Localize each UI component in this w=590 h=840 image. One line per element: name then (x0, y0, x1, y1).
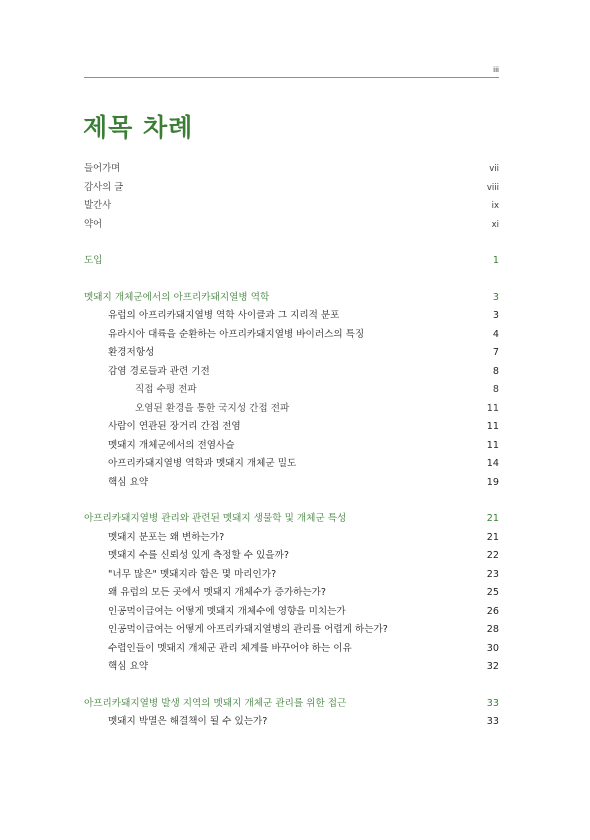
toc-page-number: 14 (486, 458, 499, 469)
toc-section[interactable] (84, 307, 499, 326)
toc-entry-text: 사람이 연관된 장거리 간접 전염 (108, 421, 241, 432)
toc-entry-text: "너무 많은" 멧돼지라 함은 몇 마리인가? (108, 568, 277, 580)
toc-entry-text: 감염 경로들과 관련 기전 (108, 365, 210, 377)
toc-section[interactable] (84, 603, 499, 622)
toc-page-number: 28 (486, 624, 499, 635)
toc-page-number: 11 (486, 421, 499, 432)
toc-entry-text: 직접 수평 전파 (135, 384, 197, 395)
toc-subsection[interactable] (84, 400, 499, 419)
toc-section[interactable] (84, 713, 499, 732)
toc-subsection[interactable] (84, 381, 499, 400)
section-gap (84, 234, 499, 252)
front-matter-item[interactable] (84, 197, 499, 216)
toc-page-number: xi (491, 219, 499, 230)
toc-page-number: 21 (486, 531, 499, 543)
toc-entry-text: 유럽의 아프리카돼지열병 역학 사이클과 그 지리적 분포 (108, 310, 340, 321)
toc-entry-text: 멧돼지 분포는 왜 변하는가? (108, 531, 225, 543)
section-gap (84, 677, 499, 695)
toc-section[interactable] (84, 326, 499, 345)
toc-entry-text: 멧돼지 수를 신뢰성 있게 측정할 수 있을까? (108, 550, 289, 561)
toc-section[interactable] (84, 529, 499, 548)
toc-page-number: 3 (492, 310, 499, 321)
toc-section[interactable] (84, 363, 499, 382)
toc-entry-text: 감사의 글 (84, 181, 124, 193)
toc-entry-text: 환경저항성 (108, 347, 155, 358)
toc-entry-text: 아프리카돼지열병 발생 지역의 멧돼지 개체군 관리를 위한 접근 (84, 697, 347, 709)
toc-section[interactable] (84, 621, 499, 640)
toc-page-number: 11 (486, 439, 499, 451)
toc-section[interactable] (84, 344, 499, 363)
toc-page-number: 23 (486, 568, 499, 580)
toc-page-number: 11 (486, 402, 499, 414)
front-matter-item[interactable] (84, 160, 499, 179)
toc-page-number: vii (489, 164, 499, 174)
toc-page-number: 1 (492, 255, 499, 266)
toc-section[interactable] (84, 547, 499, 566)
toc-page-number: 30 (486, 642, 499, 654)
toc-page-number: viii (486, 182, 499, 193)
toc-page-number: 8 (492, 365, 499, 377)
toc-entry-text: 멧돼지 개체군에서의 전염사슬 (108, 439, 235, 451)
toc-page-number: 26 (486, 605, 499, 617)
toc-page-number: 32 (486, 661, 499, 672)
toc-entry-text: 발간사 (84, 200, 112, 211)
toc-entry-text: 아프리카돼지열병 역학과 멧돼지 개체군 밀도 (108, 458, 297, 469)
toc-page-number: 4 (492, 328, 499, 340)
toc-section[interactable] (84, 566, 499, 585)
page-title: 제목 차례 (83, 113, 194, 142)
toc-entry-text: 수렵인들이 멧돼지 개체군 관리 체계를 바꾸어야 하는 이유 (108, 642, 352, 654)
section-gap (84, 271, 499, 289)
toc-section[interactable] (84, 474, 499, 493)
toc-entry-text: 유라시아 대륙을 순환하는 아프리카돼지열병 바이러스의 특징 (108, 328, 365, 340)
chapter-entry[interactable] (84, 510, 499, 529)
toc-entry-text: 핵심 요약 (108, 476, 149, 488)
toc-section[interactable] (84, 455, 499, 474)
toc-page-number: 25 (486, 587, 499, 598)
chapter-entry[interactable] (84, 695, 499, 714)
toc-page-number: 33 (486, 697, 499, 709)
toc-entry-text: 약어 (84, 218, 103, 230)
section-gap (84, 492, 499, 510)
toc-entry-text: 도입 (84, 255, 103, 266)
toc-section[interactable] (84, 658, 499, 677)
toc-entry-text: 멧돼지 개체군에서의 아프리카돼지열병 역학 (84, 291, 270, 303)
toc-page-number: 7 (492, 347, 499, 358)
toc-page-number: 21 (486, 513, 499, 524)
toc-page-number: ix (491, 201, 499, 211)
toc-section[interactable] (84, 418, 499, 437)
front-matter-item[interactable] (84, 179, 499, 198)
toc-entry-text: 오염된 환경을 통한 국지성 간접 전파 (135, 402, 290, 414)
chapter-entry[interactable] (84, 289, 499, 308)
toc-entry-text: 인공먹이급여는 어떻게 아프리카돼지열병의 관리를 어렵게 하는가? (108, 624, 388, 635)
toc-page-number: 22 (486, 550, 499, 561)
intro-entry[interactable] (84, 252, 499, 271)
toc-page-number: 8 (492, 384, 499, 395)
page-number: iii (493, 66, 499, 74)
toc-entry-text: 핵심 요약 (108, 661, 149, 672)
toc-section[interactable] (84, 437, 499, 456)
toc-entry-text: 들어가며 (84, 163, 121, 174)
toc-section[interactable] (84, 584, 499, 603)
toc-entry-text: 멧돼지 박멸은 해결책이 될 수 있는가? (108, 716, 268, 727)
toc-page-number: 33 (486, 716, 499, 727)
toc-page-number: 19 (486, 476, 499, 488)
table-of-contents (84, 160, 499, 732)
header-rule (84, 77, 499, 78)
front-matter-item[interactable] (84, 216, 499, 235)
toc-section[interactable] (84, 640, 499, 659)
toc-page-number: 3 (492, 291, 499, 303)
toc-entry-text: 왜 유럽의 모든 곳에서 멧돼지 개체수가 증가하는가? (108, 587, 327, 598)
toc-entry-text: 아프리카돼지열병 관리와 관련된 멧돼지 생물학 및 개체군 특성 (84, 513, 347, 524)
toc-entry-text: 인공먹이급여는 어떻게 멧돼지 개체수에 영향을 미치는가 (108, 605, 346, 617)
